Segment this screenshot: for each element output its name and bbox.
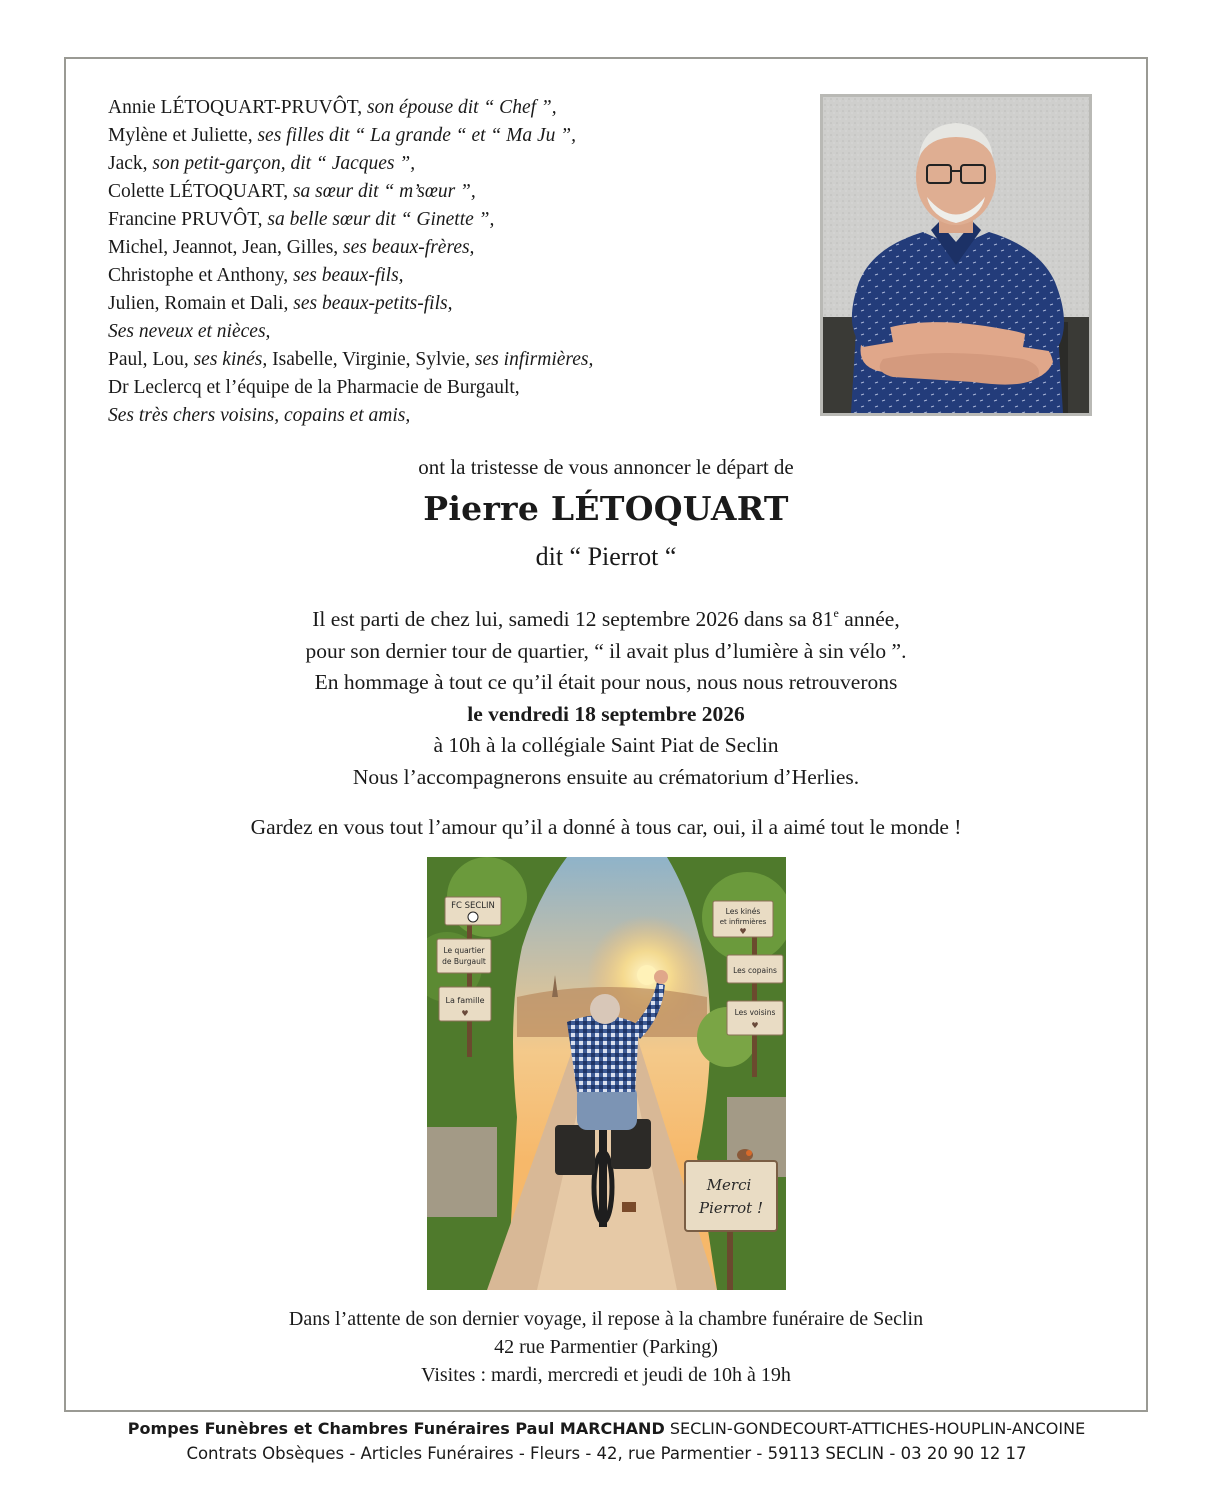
portrait-photo (820, 94, 1092, 416)
sign-fc-seclin: FC SECLIN (451, 901, 495, 911)
sign-kines: Les kinés (725, 907, 761, 916)
body-line: Nous l’accompagnerons ensuite au crématorium d’Herlies. (352, 764, 860, 789)
family-line: Ses neveux et nièces, (108, 321, 271, 342)
rest-line: Dans l’attente de son dernier voyage, il repose à la chambre funéraire de Seclin (288, 1308, 924, 1330)
ceremony-place: à 10h à la collégiale Saint Piat de Seclin (433, 733, 779, 757)
body-line: pour son dernier tour de quartier, “ il avait plus d’lumière à sin vélo ”. (305, 638, 907, 663)
cyclist-illustration (427, 857, 786, 1290)
family-line: Jack, son petit-garçon, dit “ Jacques ”, (108, 153, 416, 174)
resting-place-info (64, 1305, 1148, 1389)
family-line: Colette LÉTOQUART, sa sœur dit “ m’sœur ”, (108, 181, 476, 202)
company-towns: SECLIN-GONDECOURT-ATTICHES-HOUPLIN-ANCOINE (664, 1419, 1086, 1438)
heart-icon: ♥ (751, 1021, 759, 1030)
portrait-illustration (823, 97, 1089, 413)
body-line: En hommage à tout ce qu’il était pour nous, nous nous retrouverons (314, 670, 898, 694)
family-line: Annie LÉTOQUART-PRUVÔT, son épouse dit “ Chef ”, (108, 97, 557, 118)
family-line: Michel, Jeannot, Jean, Gilles, ses beaux-frères, (108, 237, 475, 258)
family-line: Christophe et Anthony, ses beaux-fils, (108, 265, 404, 286)
company-name: Pompes Funèbres et Chambres Funéraires Paul MARCHAND (127, 1419, 665, 1438)
family-list (108, 94, 748, 430)
visiting-hours: Visites : mardi, mercredi et jeudi de 10h à 19h (421, 1364, 791, 1386)
rest-address: 42 rue Parmentier (Parking) (494, 1336, 718, 1358)
family-line: Dr Leclercq et l’équipe de la Pharmacie de Burgault, (108, 377, 520, 398)
announcement-body (64, 604, 1148, 793)
family-line: Julien, Romain et Dali, ses beaux-petits-fils, (108, 293, 453, 314)
sign-copains: Les copains (733, 966, 777, 975)
illustration-scene (427, 857, 786, 1290)
closing-line: Gardez en vous tout l’amour qu’il a donné à tous car, oui, il a aimé tout le monde ! (250, 815, 962, 839)
sign-quartier: Le quartier (443, 946, 485, 955)
heart-icon: ♥ (461, 1009, 469, 1018)
sign-famille: La famille (445, 996, 485, 1005)
family-line: Francine PRUVÔT, sa belle sœur dit “ Ginette ”, (108, 209, 495, 230)
sign-burgault: de Burgault (442, 957, 486, 966)
family-line: Paul, Lou, ses kinés, Isabelle, Virginie, Sylvie, ses infirmières, (108, 349, 594, 370)
sign-voisins: Les voisins (734, 1008, 776, 1017)
deceased-nickname: dit “ Pierrot “ (535, 542, 677, 571)
deceased-name: Pierre LÉTOQUART (423, 489, 789, 528)
pierrot-text: Pierrot ! (699, 1199, 763, 1217)
family-line: Mylène et Juliette, ses filles dit “ La grande “ et “ Ma Ju ”, (108, 125, 576, 146)
family-line: Ses très chers voisins, copains et amis, (108, 405, 411, 426)
footer-company-line (0, 1419, 1213, 1438)
sign-infirmieres: et infirmières (719, 918, 767, 926)
ceremony-date: le vendredi 18 septembre 2026 (467, 701, 745, 726)
body-line: Il est parti de chez lui, samedi 12 septembre 2026 dans sa 81e année, (312, 606, 900, 631)
announcement-intro: ont la tristesse de vous annoncer le départ de (418, 455, 794, 479)
footer-contact-line: Contrats Obsèques - Articles Funéraires - Fleurs - 42, rue Parmentier - 59113 SECLIN - 03 20 90 12 17 (186, 1444, 1027, 1463)
merci-text: Merci (706, 1176, 752, 1194)
heart-icon: ♥ (739, 927, 747, 936)
